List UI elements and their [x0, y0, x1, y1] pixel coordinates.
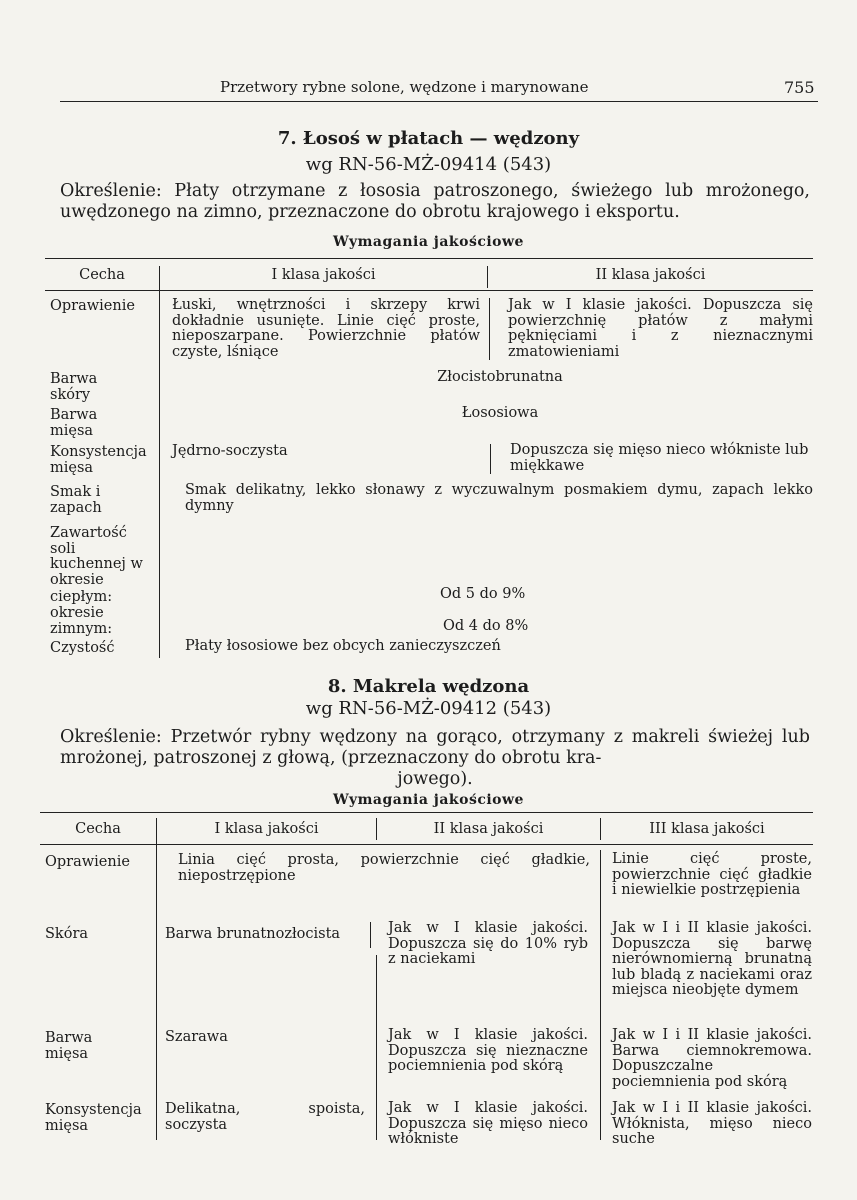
table-7-row-sublabel: okresie zimnym:	[50, 605, 113, 637]
section-7-definition: Określenie: Płaty otrzymane z łososia patroszonego, świeżego lub mrożonego, uwędzonego na zimno, przeznaczone do obrotu krajowego i eksportu.	[60, 181, 810, 222]
table-8-cell: Szarawa	[165, 1029, 228, 1045]
table-7-row-label: Smak i zapach	[50, 484, 102, 516]
section-7-requirements-heading: Wymagania jakościowe	[333, 234, 524, 250]
table-8-cell: Barwa brunatnozłocista	[165, 926, 341, 942]
table-8-top-rule	[40, 812, 813, 813]
table-8-cell: Jak w I i II klasie jakości. Dopuszcza się barwę nierównomierną brunatną lub bladą z naciekami oraz miejsca nieobjęte dymem	[612, 920, 812, 998]
page-number: 755	[784, 78, 815, 97]
table-8-col-divider	[370, 922, 371, 948]
table-7-row-label: Czystość	[50, 640, 115, 656]
section-8-definition-end: jowego).	[397, 769, 473, 789]
running-title: Przetwory rybne solone, wędzone i marynowane	[220, 78, 589, 96]
table-7-row-label: Barwa mięsa	[50, 407, 98, 439]
table-7-cell: Łuski, wnętrzności i skrzepy krwi dokładnie usunięte. Linie cięć proste, nieposzarpane. Powierzchnie płatów czyste, lśniące	[172, 297, 480, 360]
table-8-col-divider	[156, 818, 157, 1140]
table-8-row-label: Skóra	[45, 926, 89, 942]
table-8-cell: Jak w I klasie jakości. Dopuszcza się mięso nieco włókniste	[388, 1100, 588, 1147]
table-7-col-divider	[490, 444, 491, 474]
section-7-title: 7. Łosoś w płatach — wędzony	[277, 128, 580, 149]
table-7-row-label: Konsystencja mięsa	[50, 444, 147, 476]
table-8-row-label: Barwa mięsa	[45, 1030, 93, 1062]
table-7-cell: Od 4 do 8%	[443, 618, 529, 634]
table-7-header-class-1: I klasa jakości	[271, 267, 376, 283]
table-8-col-divider	[600, 850, 601, 1140]
table-7-header-rule	[45, 290, 813, 291]
section-8-standard: wg RN-56-MŻ-09412 (543)	[305, 698, 552, 719]
table-8-cell: Jak w I i II klasie jakości. Włóknista, mięso nieco suche	[612, 1100, 812, 1147]
table-7-col-divider	[489, 298, 490, 360]
table-7-cell: Płaty łososiowe bez obcych zanieczyszczeń	[185, 638, 501, 654]
table-8-row-label: Konsystencja mięsa	[45, 1102, 142, 1134]
table-7-row-label: Barwa skóry	[50, 371, 98, 403]
table-7-row-label: Oprawienie	[50, 298, 135, 314]
table-7-row-sublabel: ciepłym:	[50, 589, 113, 605]
table-8-header-class-2: II klasa jakości	[433, 821, 544, 837]
table-8-cell: Linie cięć proste, powierzchnie cięć gładkie i niewielkie postrzępienia	[612, 851, 812, 898]
table-7-header-cecha: Cecha	[79, 267, 125, 283]
table-7-top-rule	[45, 258, 813, 259]
section-8-definition	[60, 727, 810, 790]
table-7-cell: Złocistobrunatna	[437, 369, 563, 385]
table-7-row-label: Zawartość soli kuchennej w okresie	[50, 525, 143, 588]
table-7-cell: Smak delikatny, lekko słonawy z wyczuwalnym posmakiem dymu, zapach lekko dymny	[185, 482, 813, 514]
table-8-cell: Jak w I i II klasie jakości. Barwa ciemnokremowa. Dopuszczalne pociemnienia pod skórą	[612, 1027, 812, 1090]
section-8-definition-main: Określenie: Przetwór rybny wędzony na gorąco, otrzymany z makreli świeżej lub mrożonej, patroszonej z głową, (przeznaczony do obrotu kra-	[60, 727, 810, 768]
section-8-title: 8. Makrela wędzona	[327, 676, 530, 697]
table-7-cell: Jędrno-soczysta	[172, 443, 288, 459]
table-8-header-cecha: Cecha	[75, 821, 121, 837]
table-7-col-divider	[159, 266, 160, 658]
table-7-cell: Łososiowa	[461, 405, 539, 421]
table-7-cell: Jak w I klasie jakości. Dopuszcza się powierzchnię płatów z małymi pęknięciami i z nieznacznymi zmatowieniami	[508, 297, 813, 360]
table-8-cell: Delikatna, spoista, soczysta	[165, 1101, 365, 1133]
section-8-requirements-heading: Wymagania jakościowe	[333, 792, 524, 808]
table-8-header-class-3: III klasa jakości	[649, 821, 765, 837]
header-rule	[60, 101, 818, 102]
section-7-standard: wg RN-56-MŻ-09414 (543)	[305, 154, 552, 175]
table-8-cell: Jak w I klasie jakości. Dopuszcza się nieznaczne pociemnienia pod skórą	[388, 1027, 588, 1074]
table-7-cell: Od 5 do 9%	[440, 586, 526, 602]
table-8-col-divider	[376, 955, 377, 1140]
table-8-cell: Linia cięć prosta, powierzchnie cięć gładkie, niepostrzępione	[178, 852, 590, 884]
table-7-cell: Dopuszcza się mięso nieco włókniste lub miękkawe	[510, 442, 809, 474]
table-7-header-class-2: II klasa jakości	[595, 267, 706, 283]
table-8-row-label: Oprawienie	[45, 854, 130, 870]
table-8-cell: Jak w I klasie jakości. Dopuszcza się do 10% ryb z naciekami	[388, 920, 588, 967]
table-8-header-class-1: I klasa jakości	[214, 821, 319, 837]
